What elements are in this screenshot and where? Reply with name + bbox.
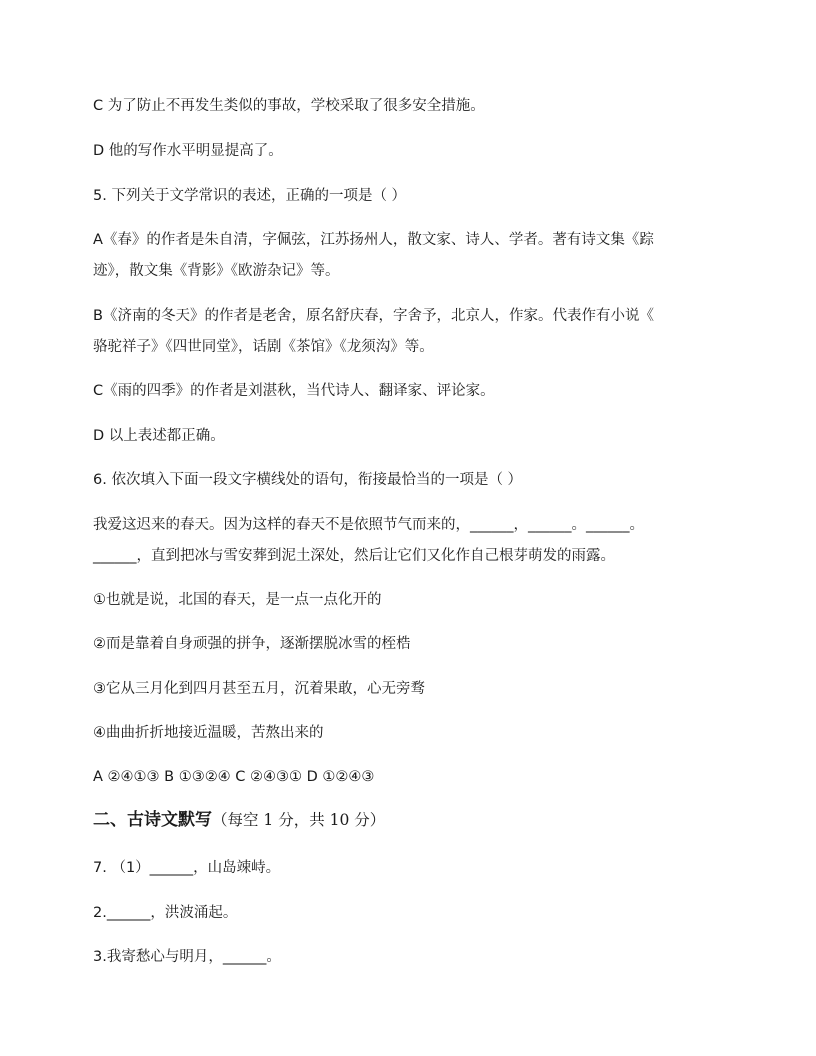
option-d-line: D 他的写作水平明显提高了。 <box>93 143 283 159</box>
q5-option-a-line-2: 迹》，散文集《背影》《欧游杂记》等。 <box>93 263 340 279</box>
option-c-line: C 为了防止不再发生类似的事故，学校采取了很多安全措施。 <box>93 98 485 114</box>
q5-option-a-line-1: A《春》的作者是朱自清，字佩弦，江苏扬州人，散文家、诗人、学者。著有诗文集《踪 <box>93 232 654 248</box>
section-heading-note: （每空 1 分，共 10 分） <box>212 811 386 829</box>
q5-option-d: D 以上表述都正确。 <box>93 428 225 444</box>
q6-sentence-3: ③它从三月化到四月甚至五月，沉着果敢，心无旁骛 <box>93 681 425 697</box>
question-7-line-3: 3.我寄愁心与明月，______。 <box>93 949 281 965</box>
q5-option-b-line-2: 骆驼祥子》《四世同堂》，话剧《茶馆》《龙须沟》等。 <box>93 339 434 355</box>
question-7-line-2: 2.______，洪波涌起。 <box>93 905 238 921</box>
q6-sentence-4: ④曲曲折折地接近温暖，苦熬出来的 <box>93 725 324 741</box>
section-heading-title: 二、古诗文默写 <box>93 810 212 830</box>
question-7-line-1: 7. （1）______，山岛竦峙。 <box>93 860 281 876</box>
question-6: 6. 依次填入下面一段文字横线处的语句，衔接最恰当的一项是（ ） <box>93 472 523 488</box>
q5-option-c: C《雨的四季》的作者是刘湛秋，当代诗人、翻译家、评论家。 <box>93 383 495 399</box>
question-5: 5. 下列关于文学常识的表述，正确的一项是（ ） <box>93 188 407 204</box>
q6-sentence-1: ①也就是说，北国的春天，是一点一点化开的 <box>93 592 382 608</box>
q6-answer-options: A ②④①③ B ①③②④ C ②④③① D ①②④③ <box>93 769 375 785</box>
q6-sentence-2: ②而是靠着自身顽强的拼争，逐渐摆脱冰雪的桎梏 <box>93 636 411 652</box>
section-heading <box>93 810 733 830</box>
q6-passage-line-2: ______，直到把冰与雪安葬到泥土深处，然后让它们又化作自己根芽萌发的雨露。 <box>93 548 615 564</box>
q5-option-b-line-1: B《济南的冬天》的作者是老舍，原名舒庆春，字舍予，北京人，作家。代表作有小说《 <box>93 308 654 324</box>
q6-passage-line-1: 我爱这迟来的春天。因为这样的春天不是依照节气而来的，______，______。______。 <box>93 517 644 533</box>
